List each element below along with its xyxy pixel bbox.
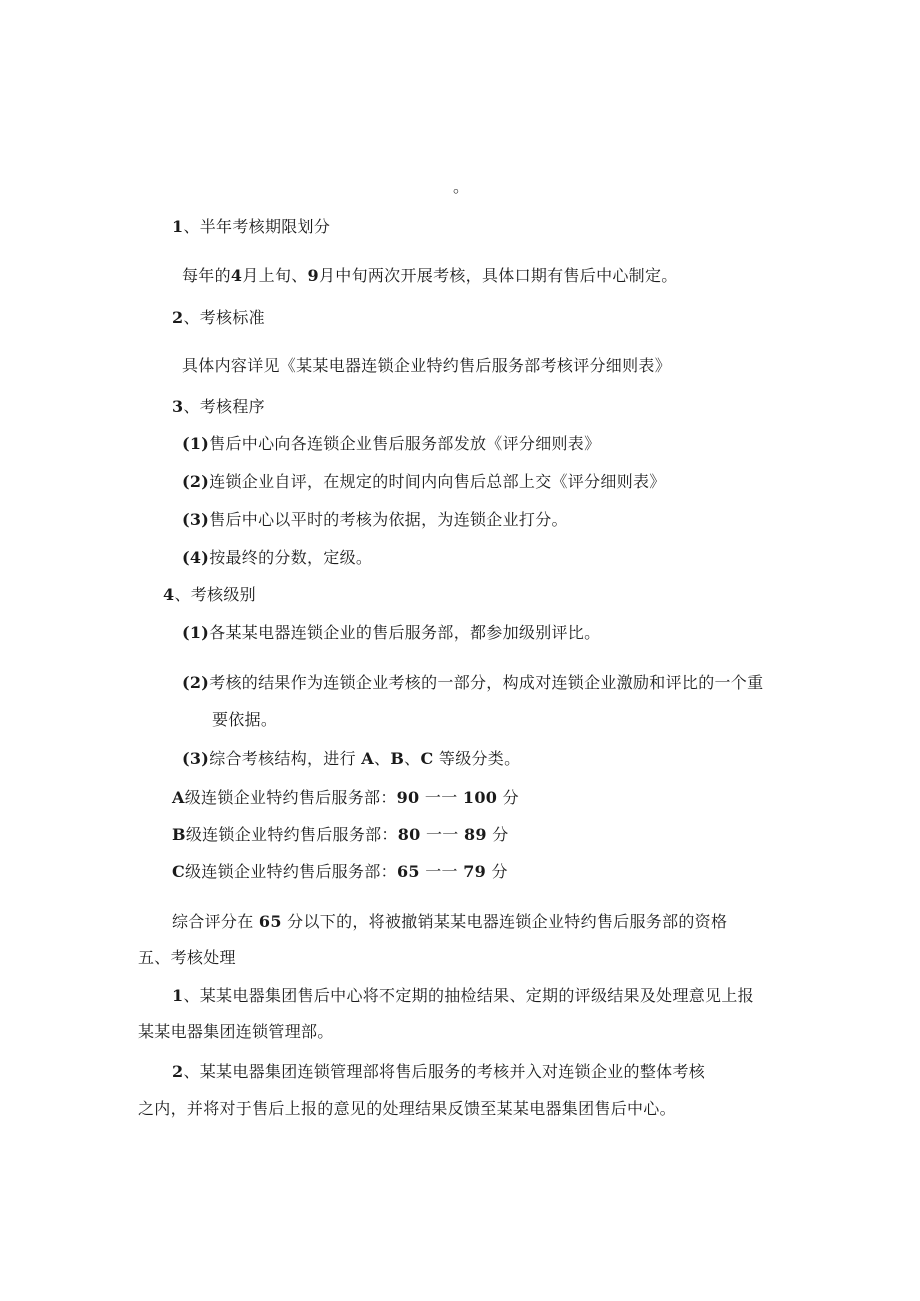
procedure-item [182,547,372,569]
range-dash: 一一 [425,862,458,881]
level-item [182,748,520,770]
level-item [182,622,600,644]
handling-item-continuation: 某某电器集团连锁管理部。 [138,1022,334,1041]
item-text: 售后中心以平时的考核为依据，为连锁企业打分。 [209,510,568,529]
section-2-heading [172,307,265,329]
revoke-paragraph [172,911,727,933]
body-text: 月中旬两次开展考核，具体口期有售后中心制定。 [318,266,678,285]
section-5-heading: 五、考核处理 [138,948,236,967]
section-title: 、半年考核期限划分 [183,217,331,236]
score-high: 79 [463,862,487,881]
section-number: 3 [172,397,184,416]
score-unit: 分 [491,862,508,881]
item-number: (2) [182,472,210,491]
section-1-heading [172,216,330,238]
level-item [182,672,763,694]
grade-text: 级连锁企业特约售后服务部： [184,788,397,807]
score-high: 89 [464,825,487,844]
score-threshold: 65 [258,912,282,931]
item-text: 连锁企业自评，在规定的时间内向售后总部上交《评分细则表》 [209,472,666,491]
item-number: (1) [182,623,210,642]
period-mark: 。 [453,177,470,196]
grade-letter: C [420,749,434,768]
separator: 、 [404,749,421,768]
grade-letter: A [361,749,374,768]
section-number: 1 [172,217,184,236]
body-text: 月上旬、 [242,266,308,285]
grade-letter: B [390,749,405,768]
item-text: 、某某电器集团售后中心将不定期的抽检结果、定期的评级结果及处理意见上报 [183,986,754,1005]
grade-row [172,824,509,846]
score-high: 100 [462,788,498,807]
item-text: 等级分类。 [438,749,521,768]
grade-letter: B [172,825,186,844]
range-dash: 一一 [424,788,458,807]
section-2-body: 具体内容详见《某某电器连锁企业特约售后服务部考核评分细则表》 [182,356,672,375]
item-number: (2) [182,673,210,692]
body-text: 分以下的，将被撤销某某电器连锁企业特约售后服务部的资格 [287,912,728,931]
separator: 、 [374,749,391,768]
procedure-item [182,433,600,455]
score-low: 80 [397,825,421,844]
section-4-heading [163,584,256,606]
item-number: (4) [182,548,210,567]
grade-row [172,787,519,809]
handling-item-continuation: 之内，并将对于售后上报的意见的处理结果反馈至某某电器集团售后中心。 [138,1099,676,1118]
section-number: 2 [172,308,184,327]
procedure-item [182,509,568,531]
item-number: (3) [182,749,210,768]
grade-letter: A [172,788,185,807]
item-text: 各某某电器连锁企业的售后服务部，都参加级别评比。 [209,623,601,642]
procedure-item [182,471,666,493]
score-unit: 分 [502,788,519,807]
item-text: 、某某电器集团连锁管理部将售后服务的考核并入对连锁企业的整体考核 [183,1062,706,1081]
handling-item [172,985,754,1007]
item-number: 1 [172,986,184,1005]
body-text: 每年的 [182,266,231,285]
top-period-mark [453,176,469,198]
section-1-body [182,265,678,287]
section-title: 、考核标准 [183,308,265,327]
grade-text: 级连锁企业特约售后服务部： [185,825,398,844]
grade-row [172,861,508,883]
body-text: 综合评分在 [172,912,254,931]
score-low: 65 [396,862,420,881]
month-number: 9 [307,266,319,285]
item-text: 考核的结果作为连锁企业考核的一部分，构成对连锁企业激励和评比的一个重 [209,673,764,692]
handling-item [172,1061,705,1083]
item-text: 售后中心向各连锁企业售后服务部发放《评分细则表》 [209,434,601,453]
month-number: 4 [230,266,243,285]
grade-letter: C [172,862,186,881]
grade-text: 级连锁企业特约售后服务部： [185,862,397,881]
score-unit: 分 [492,825,509,844]
item-number: (1) [182,434,210,453]
item-number: 2 [172,1062,184,1081]
item-number: (3) [182,510,210,529]
section-3-heading [172,396,265,418]
range-dash: 一一 [426,825,459,844]
section-title: 、考核级别 [174,585,256,604]
item-text: 综合考核结构，进行 [209,749,356,768]
section-title: 、考核程序 [183,397,265,416]
score-low: 90 [396,788,420,807]
level-item-continuation: 要依据。 [212,710,278,729]
section-number: 4 [163,585,175,604]
item-text: 按最终的分数，定级。 [209,548,373,567]
